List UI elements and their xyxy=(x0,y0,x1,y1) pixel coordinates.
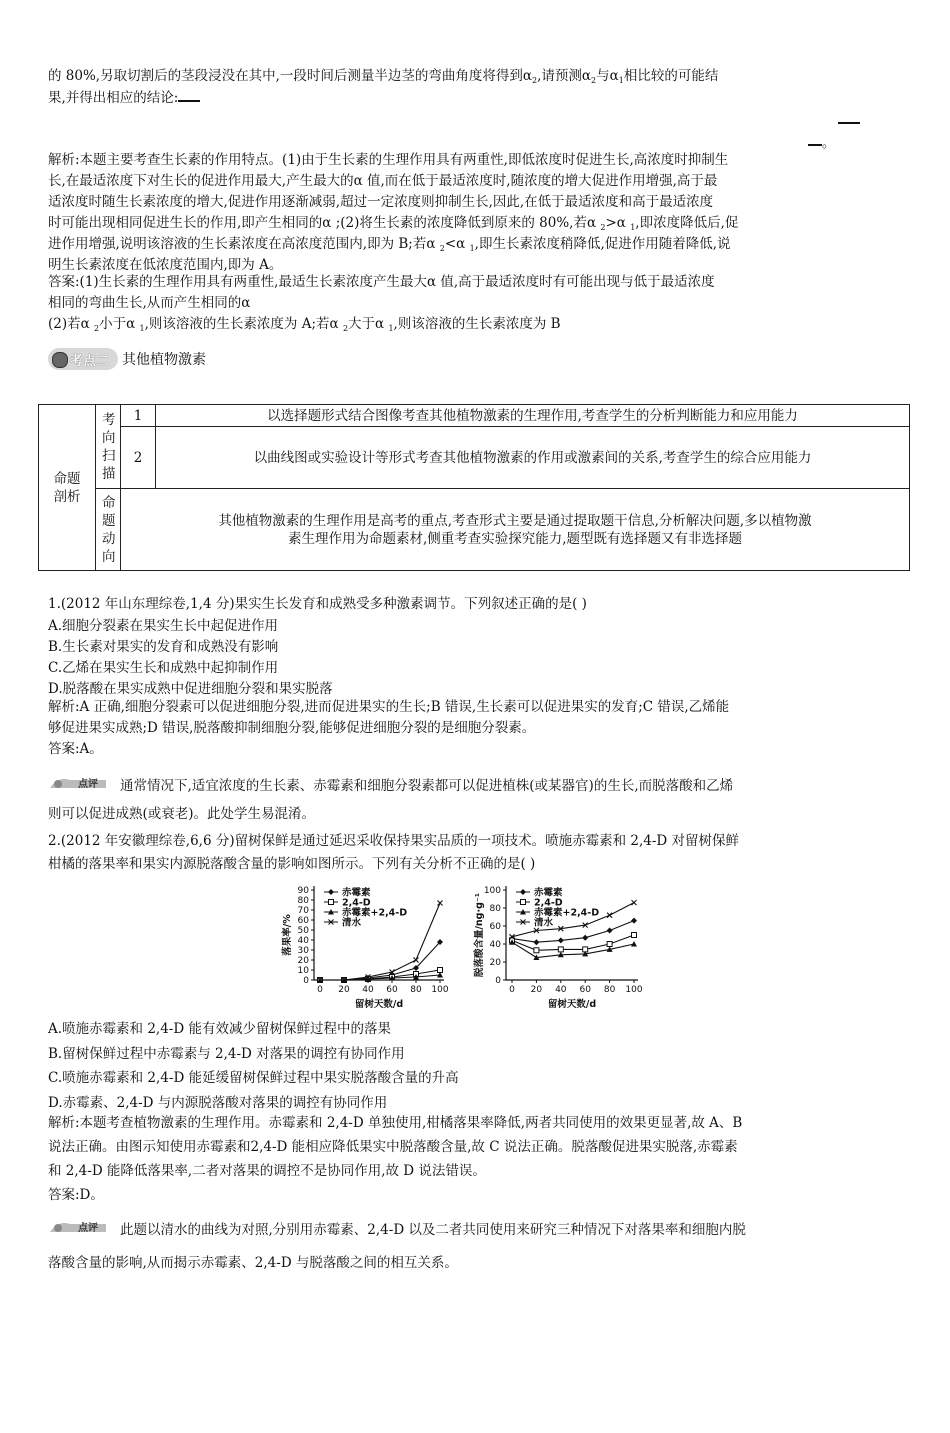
text-span: >α xyxy=(605,215,631,231)
table-sub-header xyxy=(96,405,121,489)
x-tick-label: 80 xyxy=(410,985,422,995)
text-span: 小于α xyxy=(99,316,140,332)
comment-line: 通常情况下,适宜浓度的生长素、赤霉素和细胞分裂素都可以促进植株(或某器官)的生长,而脱落酸和乙烯 xyxy=(120,778,734,794)
data-point xyxy=(607,928,613,934)
y-tick-label: 40 xyxy=(297,936,309,946)
data-point xyxy=(632,900,637,905)
text-span: ,即生长素浓度稍降低,促进作用随着降低,说 xyxy=(474,236,731,252)
x-tick-label: 0 xyxy=(509,985,515,995)
subscript: 1 xyxy=(630,223,636,232)
option-b: B.生长素对果实的发育和成熟没有影响 xyxy=(48,639,279,655)
option-a: A.喷施赤霉素和 2,4-D 能有效减少留树保鲜过程中的落果 xyxy=(48,1021,391,1037)
bullet-icon xyxy=(52,352,68,368)
table-cell-text: 命题剖析 xyxy=(53,470,81,505)
data-point xyxy=(631,918,637,924)
analysis-line: 长,在最适浓度下对生长的促进作用最大,产生最大的α 值,而在低于最适浓度时,随浓度的增大促进作用增强,高于最 xyxy=(48,173,718,189)
table-cell: 2 xyxy=(121,427,156,489)
legend-label: 2,4-D xyxy=(342,897,371,909)
data-point xyxy=(438,901,443,906)
answer-blank xyxy=(178,88,200,102)
legend-label: 赤霉素 xyxy=(342,887,371,899)
question-stem: 2.(2012 年安徽理综卷,6,6 分)留树保鲜是通过延迟采收保持果实品质的一项技术。喷施赤霉素和 2,4-D 对留树保鲜 xyxy=(48,833,740,849)
text-line xyxy=(48,88,200,108)
data-point xyxy=(632,933,637,938)
data-point xyxy=(582,935,588,941)
answer-line: 答案:D。 xyxy=(48,1187,104,1203)
svg-text:点评: 点评 xyxy=(78,779,98,790)
text-span: 相比较的可能结 xyxy=(623,68,719,84)
legend-label: 赤霉素 xyxy=(534,887,563,899)
table-cell: 1 xyxy=(121,405,156,427)
y-tick-label: 90 xyxy=(297,886,309,896)
comment-line: 此题以清水的曲线为对照,分别用赤霉素、2,4-D 以及二者共同使用来研究三种情况下对落果率和细胞内脱 xyxy=(120,1222,746,1238)
data-point xyxy=(534,948,539,953)
data-point xyxy=(631,941,637,947)
legend-label: 清水 xyxy=(534,917,554,929)
y-tick-label: 10 xyxy=(297,966,309,976)
series-line xyxy=(512,921,634,943)
legend-label: 赤霉素+2,4-D xyxy=(534,907,600,919)
table-sub-header xyxy=(96,489,121,571)
answer-line: 答案:(1)生长素的生理作用具有两重性,最适生长素浓度产生最大α 值,高于最适浓度时有可能出现与低于最适浓度 xyxy=(48,274,715,290)
x-axis-label: 留树天数/d xyxy=(547,999,597,1010)
option-b: B.留树保鲜过程中赤霉素与 2,4-D 对落果的调控有协同作用 xyxy=(48,1046,405,1062)
legend-label: 赤霉素+2,4-D xyxy=(342,907,408,919)
table-cell-text: 其他植物激素的生理作用是高考的重点,考查形式主要是通过提取题干信息,分析解决问题,多以植物激 xyxy=(218,512,812,529)
subscript: 2 xyxy=(94,324,100,333)
analysis-line: 适浓度时随生长素浓度的增大,促进作用逐渐减弱,超过一定浓度则抑制生长,因此,在低于最适浓度和高于最适浓度 xyxy=(48,194,714,210)
text-span: (2)若α xyxy=(48,316,95,332)
y-tick-label: 60 xyxy=(297,916,309,926)
x-tick-label: 60 xyxy=(579,985,591,995)
table-left-header xyxy=(39,405,96,571)
period: 。 xyxy=(822,136,836,151)
y-tick-label: 80 xyxy=(489,904,501,914)
text-span: 的 80%,另取切割后的茎段浸没在其中,一段时间后测量半边茎的弯曲角度将得到α xyxy=(48,68,532,84)
section-badge-label: 考点二 xyxy=(70,354,110,369)
option-c: C.喷施赤霉素和 2,4-D 能延缓留树保鲜过程中果实脱落酸含量的升高 xyxy=(48,1070,459,1086)
legend-label: 清水 xyxy=(342,917,362,929)
text-span: ,则该溶液的生长素浓度为 A;若α xyxy=(144,316,343,332)
analysis-line: 解析:A 正确,细胞分裂素可以促进细胞分裂,进而促进果实的生长;B 错误,生长素可以促进果实的发育;C 错误,乙烯能 xyxy=(48,699,730,715)
answer-blank xyxy=(838,122,860,124)
y-tick-label: 60 xyxy=(489,922,501,932)
y-tick-label: 100 xyxy=(483,886,501,896)
option-d: D.脱落酸在果实成熟中促进细胞分裂和果实脱落 xyxy=(48,681,333,697)
question-stem: 1.(2012 年山东理综卷,1,4 分)果实生长发育和成熟受多种激素调节。下列叙述正确的是( ) xyxy=(48,596,587,612)
x-tick-label: 40 xyxy=(362,985,374,995)
analysis-line: 解析:本题考查植物激素的生理作用。赤霉素和 2,4-D 单独使用,柑橘落果率降低,两者共同使用的效果更显著,故 A、B xyxy=(48,1115,743,1131)
fruit-drop-chart xyxy=(274,880,454,1020)
table-cell-text: 素生理作用为命题素材,侧重考查实验探究能力,题型既有选择题又有非选择题 xyxy=(287,530,743,547)
table-cell-text: 命题动向 xyxy=(102,494,116,565)
svg-text:点评: 点评 xyxy=(78,1223,98,1234)
comment-icon xyxy=(48,774,108,792)
y-axis-label: 脱落酸含量/ng·g⁻¹ xyxy=(474,892,485,978)
analysis-line: 明生长素浓度在低浓度范围内,即为 A。 xyxy=(48,257,283,273)
data-point xyxy=(607,942,612,947)
subscript: 1 xyxy=(618,76,624,85)
data-point xyxy=(558,947,563,952)
comment-line: 则可以促进成熟(或衰老)。此处学生易混淆。 xyxy=(48,806,316,822)
table-cell-text: 考向扫描 xyxy=(102,411,116,482)
data-point xyxy=(414,958,419,963)
y-tick-label: 50 xyxy=(297,926,309,936)
text-span: <α xyxy=(444,236,470,252)
legend-label: 2,4-D xyxy=(534,897,563,909)
x-tick-label: 100 xyxy=(625,985,643,995)
aba-content-chart xyxy=(470,880,645,1020)
table-cell xyxy=(121,489,910,571)
answer-line xyxy=(48,314,561,339)
text-span: ,请预测α xyxy=(537,68,592,84)
option-c: C.乙烯在果实生长和成熟中起抑制作用 xyxy=(48,660,279,676)
text-span: ,则该溶液的生长素浓度为 B xyxy=(393,316,561,332)
x-tick-label: 20 xyxy=(530,985,543,995)
answer-line: 答案:A。 xyxy=(48,741,103,757)
text-span: 进作用增强,说明该溶液的生长素浓度在高浓度范围内,即为 B;若α xyxy=(48,236,440,252)
subscript: 2 xyxy=(600,223,606,232)
text-span: ,即浓度降低后,促 xyxy=(635,215,739,231)
y-tick-label: 80 xyxy=(297,896,309,906)
analysis-line: 解析:本题主要考查生长素的作用特点。(1)由于生长素的生理作用具有两重性,即低浓度时促进生长,高浓度时抑制生 xyxy=(48,152,729,168)
comment-line: 落酸含量的影响,从而揭示赤霉素、2,4-D 与脱落酸之间的相互关系。 xyxy=(48,1255,458,1271)
data-point xyxy=(328,889,334,895)
table-cell: 以选择题形式结合图像考查其他植物激素的生理作用,考查学生的分析判断能力和应用能力 xyxy=(156,405,910,427)
analysis-line: 够促进果实成熟;D 错误,脱落酸抑制细胞分裂,能够促进细胞分裂的是细胞分裂素。 xyxy=(48,720,536,736)
subscript: 1 xyxy=(469,244,475,253)
subscript: 1 xyxy=(388,324,394,333)
data-point xyxy=(438,968,443,973)
answer-blank xyxy=(808,144,822,146)
y-tick-label: 20 xyxy=(489,958,501,968)
y-tick-label: 0 xyxy=(303,976,309,986)
option-d: D.赤霉素、2,4-D 与内源脱落酸对落果的调控有协同作用 xyxy=(48,1095,388,1111)
text-span: 大于α xyxy=(348,316,389,332)
x-axis-label: 留树天数/d xyxy=(354,999,404,1010)
subscript: 1 xyxy=(139,324,145,333)
text-span: 果,并得出相应的结论: xyxy=(48,90,179,106)
y-tick-label: 30 xyxy=(297,946,309,956)
section-badge xyxy=(48,348,118,370)
subscript: 2 xyxy=(439,244,445,253)
x-tick-label: 80 xyxy=(603,985,616,995)
data-point xyxy=(533,939,539,945)
x-tick-label: 40 xyxy=(555,985,567,995)
analysis-line: 和 2,4-D 能降低落果率,二者对落果的调控不是协同作用,故 D 说法错误。 xyxy=(48,1163,486,1179)
data-point xyxy=(520,889,526,895)
y-axis-label: 落果率/% xyxy=(282,914,293,956)
x-tick-label: 0 xyxy=(317,985,323,995)
option-a: A.细胞分裂素在果实生长中起促进作用 xyxy=(48,618,279,634)
subscript: 2 xyxy=(342,324,349,333)
subscript: 2 xyxy=(532,76,538,85)
question-stem: 柑橘的落果率和果实内源脱落酸含量的影响如图所示。下列有关分析不正确的是( ) xyxy=(48,856,536,872)
analysis-table xyxy=(38,404,910,571)
table-cell: 以曲线图或实验设计等形式考查其他植物激素的作用或激素间的关系,考查学生的综合应用能力 xyxy=(156,427,910,489)
subscript: 2 xyxy=(591,76,597,85)
x-tick-label: 20 xyxy=(338,985,350,995)
y-tick-label: 40 xyxy=(489,940,501,950)
text-span: 时可能出现相同促进生长的作用,即产生相同的α ;(2)将生长素的浓度降低到原来的 80%,若α xyxy=(48,215,601,231)
comment-icon xyxy=(48,1218,108,1236)
data-point xyxy=(607,913,612,918)
y-tick-label: 70 xyxy=(297,906,309,916)
answer-line: 相同的弯曲生长,从而产生相同的α xyxy=(48,295,251,311)
data-point xyxy=(558,937,564,943)
data-point xyxy=(521,900,526,905)
y-tick-label: 20 xyxy=(297,956,309,966)
x-tick-label: 60 xyxy=(386,985,398,995)
x-tick-label: 100 xyxy=(431,985,449,995)
text-span: 与α xyxy=(596,68,619,84)
y-tick-label: 0 xyxy=(495,976,501,986)
analysis-line: 说法正确。由图示知使用赤霉素和2,4-D 能相应降低果实中脱落酸含量,故 C 说法正确。脱落酸促进果实脱落,赤霉素 xyxy=(48,1139,738,1155)
section-title: 其他植物激素 xyxy=(122,352,206,368)
data-point xyxy=(329,900,334,905)
